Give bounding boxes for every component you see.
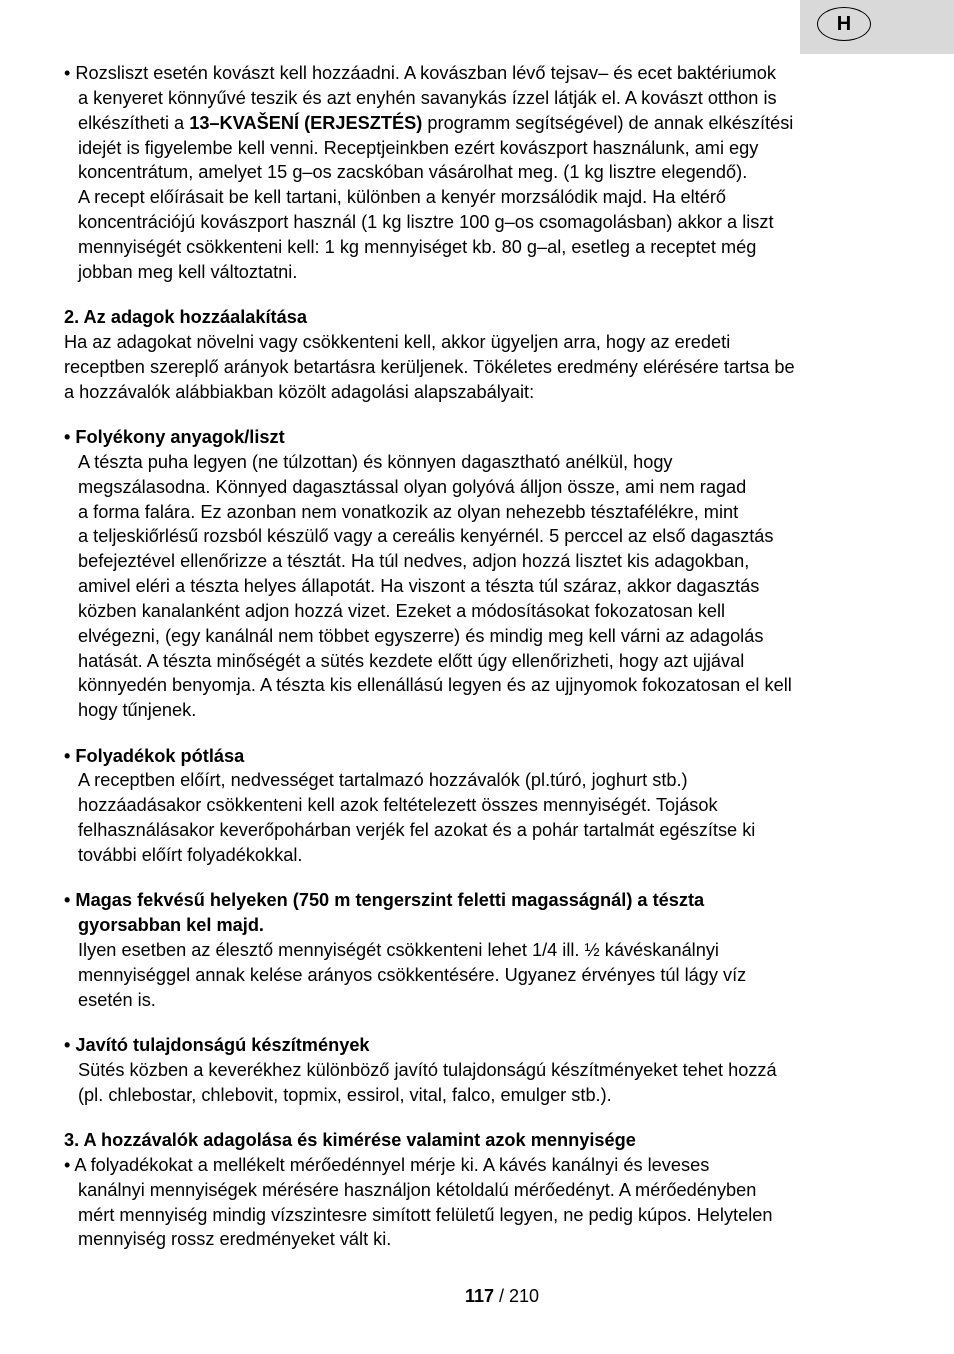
text-line: amivel eléri a tészta helyes állapotát. Ha viszont a tészta túl száraz, akkor dagasztás	[78, 576, 760, 597]
section	[64, 305, 904, 404]
text-line: befejeztével ellenőrizze a tésztát. Ha túl nedves, adjon hozzá lisztet kis adagokban,	[78, 551, 750, 572]
text-line: a forma falára. Ez azonban nem vonatkozik az olyan nehezebb tésztafélékre, mint	[78, 501, 739, 522]
language-badge: H	[817, 7, 871, 41]
heading-line: 3. A hozzávalók adagolása és kimérése valamint azok mennyisége	[64, 1130, 636, 1151]
text-line: megszálasodna. Könnyed dagasztással olyan golyóvá álljon össze, ami nem ragad	[78, 476, 747, 497]
text-line: hatását. A tészta minőségét a sütés kezdete előtt úgy ellenőrizheti, hogy azt ujjával	[78, 650, 745, 671]
text-line: elvégezni, (egy kanálnál nem többet egyszerre) és mindig meg kell várni az adagolás	[78, 625, 764, 646]
language-tab	[800, 0, 954, 54]
bullet-paragraph	[64, 888, 904, 1012]
bullet-paragraph	[64, 1153, 904, 1252]
text-line: A tészta puha legyen (ne túlzottan) és könnyen dagasztható anélkül, hogy	[78, 451, 673, 472]
text-line: kanálnyi mennyiségek mérésére használjon kétoldalú mérőedényt. A mérőedényben	[78, 1179, 757, 1200]
text-line: Sütés közben a keverékhez különböző javító tulajdonságú készítményeket tehet hozzá	[78, 1059, 777, 1080]
text-line: A recept előírásait be kell tartani, különben a kenyér morzsálódik majd. Ha eltérő	[78, 187, 727, 208]
text-line: idejét is figyelembe kell venni. Receptjeinkben ezért kovászport használunk, ami egy	[78, 137, 759, 158]
page-separator: /	[493, 1286, 509, 1306]
total-pages: 210	[509, 1286, 540, 1306]
text-line: további előírt folyadékokkal.	[78, 844, 303, 865]
text-line: a hozzávalók alábbiakban közölt adagolási alapszabályait:	[64, 381, 535, 402]
text-line: felhasználásakor keverőpohárban verjék fel azokat és a pohár tartalmát egészítse ki	[78, 820, 756, 841]
heading-line: • Folyadékok pótlása	[64, 745, 245, 766]
bullet-paragraph	[64, 1033, 904, 1108]
heading-line: gyorsabban kel majd.	[78, 915, 264, 936]
heading-line: • Magas fekvésű helyeken (750 m tengerszint feletti magasságnál) a tészta	[64, 890, 705, 911]
text-line: a kenyeret könnyűvé teszik és azt enyhén savanykás ízzel látják el. A kovászt otthon is	[78, 87, 777, 108]
text-line: • A folyadékokat a mellékelt mérőedénnyel mérje ki. A kávés kanálnyi és leveses	[64, 1154, 710, 1175]
text-segment: elkészítheti a	[78, 112, 190, 133]
current-page: 117	[464, 1286, 494, 1306]
text-line: mennyiség rossz eredményeket vált ki.	[78, 1229, 392, 1250]
section	[64, 1128, 904, 1153]
text-line: A receptben előírt, nedvességet tartalmazó hozzávalók (pl.túró, joghurt stb.)	[78, 770, 688, 791]
bullet-paragraph	[64, 425, 904, 723]
program-name: 13–KVAŠENÍ (ERJESZTÉS)	[189, 112, 423, 133]
text-segment: programm segítségével) de annak elkészítési	[422, 112, 794, 133]
text-line: jobban meg kell változtatni.	[78, 261, 298, 282]
text-line: mért mennyiség mindig vízszintesre simított felületű legyen, ne pedig kúpos. Helytelen	[78, 1204, 773, 1225]
document-body	[64, 61, 904, 1252]
heading-line: 2. Az adagok hozzáalakítása	[64, 307, 307, 328]
text-line: koncentrátum, amelyet 15 g–os zacskóban vásárolhat meg. (1 kg lisztre elegendő).	[78, 162, 748, 183]
text-line: • Rozsliszt esetén kovászt kell hozzáadni. A kovászban lévő tejsav– és ecet baktériumok	[64, 63, 777, 83]
bullet-paragraph	[64, 61, 904, 285]
text-line: a teljeskiőrlésű rozsból készülő vagy a cereális kenyérnél. 5 perccel az első dagasztás	[78, 526, 774, 547]
text-line: mennyiséggel annak kelése arányos csökkentésére. Ugyanez érvényes túl lágy víz	[78, 964, 747, 985]
text-line: Ha az adagokat növelni vagy csökkenteni kell, akkor ügyeljen arra, hogy az eredeti	[64, 331, 731, 352]
text-line: (pl. chlebostar, chlebovit, topmix, essirol, vital, falco, emulger stb.).	[78, 1084, 612, 1105]
page-number	[0, 1286, 954, 1307]
text-line: mennyiségét csökkenteni kell: 1 kg mennyiséget kb. 80 g–al, esetleg a receptet még	[78, 236, 757, 257]
heading-line: • Javító tulajdonságú készítmények	[64, 1035, 370, 1056]
text-line: receptben szereplő arányok betartásra kerüljenek. Tökéletes eredmény elérésére tartsa be	[64, 356, 795, 377]
text-line: hozzáadásakor csökkenteni kell azok feltételezett összes mennyiségét. Tojások	[78, 795, 718, 816]
text-line: Ilyen esetben az élesztő mennyiségét csökkenteni lehet 1/4 ill. ½ kávéskanálnyi	[78, 940, 719, 960]
text-line: koncentrációjú kovászport használ (1 kg lisztre 100 g–os csomagolásban) akkor a liszt	[78, 212, 774, 233]
text-line	[78, 111, 904, 136]
bullet-paragraph	[64, 744, 904, 868]
text-line: könnyedén benyomja. A tészta kis ellenállású legyen és az ujjnyomok fokozatosan el kell	[78, 675, 792, 696]
text-line: közben kanalanként adjon hozzá vizet. Ezeket a módosításokat fokozatosan kell	[78, 600, 726, 621]
text-line: hogy tűnjenek.	[78, 700, 197, 721]
heading-line: • Folyékony anyagok/liszt	[64, 426, 285, 447]
text-line: esetén is.	[78, 989, 156, 1010]
